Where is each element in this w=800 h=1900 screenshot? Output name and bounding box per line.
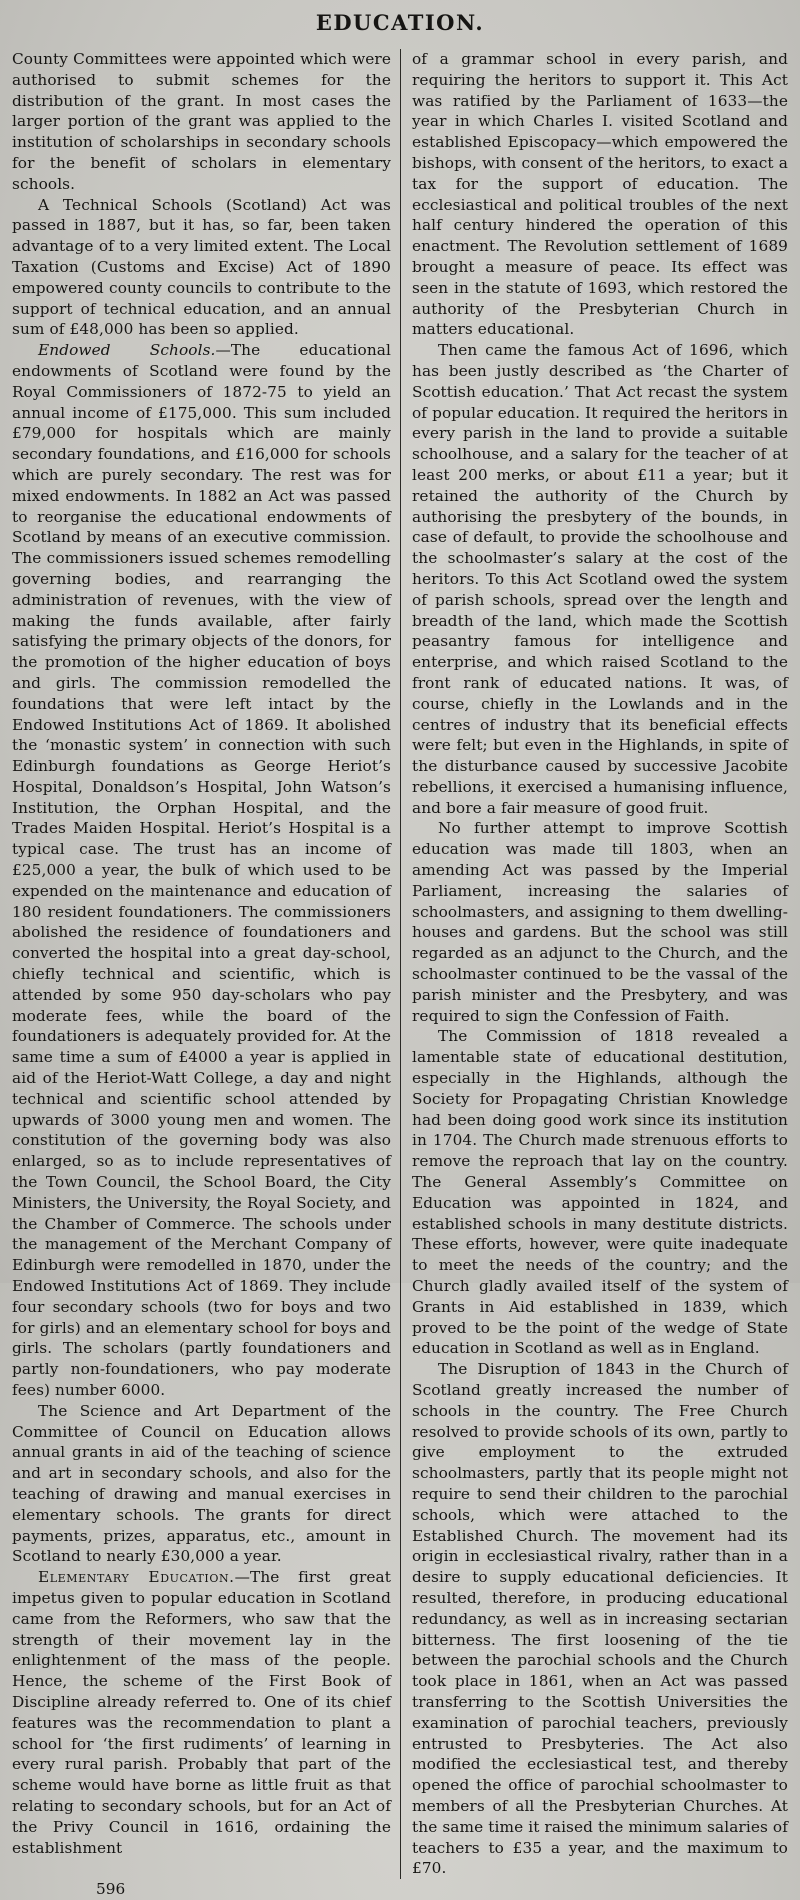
paragraph-lead: Elementary Education.	[38, 1568, 235, 1587]
paragraph: A Technical Schools (Scotland) Act was passed in 1887, but it has, so far, been taken advantage of to a very limited extent. The Local Taxation (Customs and Excise) Act of 1890 empowered county councils to contribute to the support of technical education, and an annual sum of £48,000 has been so applied.	[12, 195, 391, 339]
paragraph: The Commission of 1818 revealed a lamentable state of educational destitution, especially in the Highlands, although the Society for Propagating Christian Knowledge had been doing good work since its institution in 1704. The Church made strenuous efforts to remove the reproach that lay on the country. The General Assembly’s Committee on Education was appointed in 1824, and established schools in many destitute districts. These efforts, however, were quite inadequate to meet the needs of the country; and the Church gladly availed itself of the system of Grants in Aid established in 1839, which proved to be the point of the wedge of State education in Scotland as well as in England.	[412, 1027, 788, 1358]
paragraph-lead: Endowed Schools.	[38, 341, 216, 360]
paragraph: of a grammar school in every parish, and requiring the heritors to support it. This Act was ratified by the Parliament of 1633—the year in which Charles I. visited Scotland and established Episcopacy—which empowered the bishops, with consent of the heritors, to exact a tax for the support of education. The ecclesiastical and political troubles of the next half century hindered the operation of this enactment. The Revolution settlement of 1689 brought a measure of peace. Its effect was seen in the statute of 1693, which restored the authority of the Presbyterian Church in matters educational.	[412, 50, 788, 339]
page-number: 596	[96, 1880, 126, 1899]
paragraph: Endowed Schools.—The educational endowments of Scotland were found by the Royal Commissioners of 1872-75 to yield an annual income of £175,000. This sum included £79,000 for hospitals which are mainly secondary foundations, and £16,000 for schools which are purely secondary. The rest was for mixed endowments. In 1882 an Act was passed to reorganise the educational endowments of Scotland by means of an executive commission. The commissioners issued schemes remodelling governing bodies, and rearranging the administration of revenues, with the view of making the funds available, after fairly satisfying the primary objects of the donors, for the promotion of the higher education of boys and girls. The commission remodelled the foundations that were left intact by the Endowed Institutions Act of 1869. It abolished the ‘monastic system’ in connection with such Edinburgh foundations as George Heriot’s Hospital, Donaldson’s Hospital, John Watson’s Institution, the Orphan Hospital, and the Trades Maiden Hospital. Heriot’s Hospital is a typical case. The trust has an income of £25,000 a year, the bulk of which used to be expended on the maintenance and education of 180 resident foundationers. The commissioners abolished the residence of foundationers and converted the hospital into a great day-school, chiefly technical and scientific, which is attended by some 950 day-scholars who pay moderate fees, while the board of the foundationers is adequately provided for. At the same time a sum of £4000 a year is applied in aid of the Heriot-Watt College, a day and night technical and scientific school attended by upwards of 3000 young men and women. The constitution of the governing body was also enlarged, so as to include representatives of the Town Council, the School Board, the City Ministers, the University, the Royal Society, and the Chamber of Commerce. The schools under the management of the Merchant Company of Edinburgh were remodelled in 1870, under the Endowed Institutions Act of 1869. They include four secondary schools (two for boys and two for girls) and an elementary school for boys and girls. The scholars (partly foundationers and partly non-foundationers, who pay moderate fees) number 6000.	[12, 341, 391, 1399]
right-column	[400, 49, 790, 1879]
paragraph: No further attempt to improve Scottish education was made till 1803, when an amending Act was passed by the Imperial Parliament, increasing the salaries of schoolmasters, and assigning to them dwelling-houses and gardens. But the school was still regarded as an adjunct to the Church, and the schoolmaster continued to be the vassal of the parish minister and the Presbytery, and was required to sign the Confession of Faith.	[412, 819, 788, 1025]
left-column	[10, 49, 400, 1879]
paragraph: Then came the famous Act of 1696, which has been justly described as ‘the Charter of Scottish education.’ That Act recast the system of popular education. It required the heritors in every parish in the land to provide a suitable schoolhouse, and a salary for the teacher of at least 200 merks, or about £11 a year; but it retained the authority of the Church by authorising the presbytery of the bounds, in case of default, to provide the schoolhouse and the schoolmaster’s salary at the cost of the heritors. To this Act Scotland owed the system of parish schools, spread over the length and breadth of the land, which made the Scottish peasantry famous for intelligence and enterprise, and which raised Scotland to the front rank of educated nations. It was, of course, chiefly in the Lowlands and in the centres of industry that its beneficial effects were felt; but even in the Highlands, in spite of the disturbance caused by successive Jacobite rebellions, it exercised a humanising influence, and bore a fair measure of good fruit.	[412, 341, 788, 817]
paragraph: County Committees were appointed which were authorised to submit schemes for the distribution of the grant. In most cases the larger portion of the grant was applied to the institution of scholarships in secondary schools for the benefit of scholars in elementary schools.	[12, 50, 391, 193]
paragraph: The Disruption of 1843 in the Church of Scotland greatly increased the number of schools in the country. The Free Church resolved to provide schools of its own, partly to give employment to the extruded schoolmasters, partly that its people might not require to send their children to the parochial schools, which were attached to the Established Church. The movement had its origin in ecclesiastical rivalry, rather than in a desire to supply educational deficiencies. It resulted, therefore, in producing educational redundancy, as well as in increasing sectarian bitterness. The first loosening of the tie between the parochial schools and the Church took place in 1861, when an Act was passed transferring to the Scottish Universities the examination of parochial teachers, previously entrusted to Presbyteries. The Act also modified the ecclesiastical test, and thereby opened the office of parochial schoolmaster to members of all the Presbyterian Churches. At the same time it raised the minimum salaries of teachers to £35 a year, and the maximum to £70.	[412, 1360, 788, 1878]
two-column-layout	[10, 49, 790, 1879]
paragraph: Elementary Education.—The first great impetus given to popular education in Scotland came from the Reformers, who saw that the strength of their movement lay in the enlightenment of the mass of the people. Hence, the scheme of the First Book of Discipline already referred to. One of its chief features was the recommendation to plant a school for ‘the first rudiments’ of learning in every rural parish. Probably that part of the scheme would have borne as little fruit as that relating to secondary schools, but for an Act of the Privy Council in 1616, ordaining the establishment	[12, 1568, 391, 1857]
page-title: EDUCATION.	[315, 10, 485, 35]
paragraph: The Science and Art Department of the Committee of Council on Education allows annual grants in aid of the teaching of science and art in secondary schools, and also for the teaching of drawing and manual exercises in elementary schools. The grants for direct payments, prizes, apparatus, etc., amount in Scotland to nearly £30,000 a year.	[12, 1401, 391, 1566]
